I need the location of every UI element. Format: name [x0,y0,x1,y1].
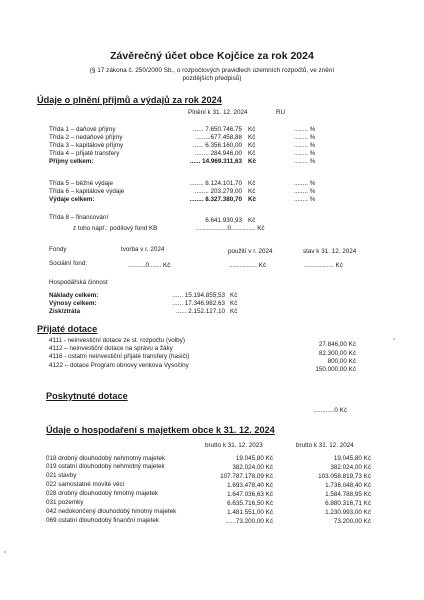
section-heading-majetek: Údaje o hospodaření s majetkem obce k 31. 12. 2024 [46,425,275,435]
hospodarska-row-currency: Kč [230,292,238,299]
plneni-date-label: Plnění k 31. 12. 2024 [188,109,248,116]
majetek-row-label: 031 pozemky [46,499,84,506]
financovani-value: 6.641.930,93 [205,217,242,224]
majetek-row-value-2023: 107.787.178,09 Kč [220,473,273,480]
prijmy-row-value: ...... 6.356.160,00 [192,142,242,149]
majetek-row-value-2024: 1.736.048,40 Kč [325,482,371,489]
majetek-row-label: 042 nedokončený dlouhodobý hmotný majetek [46,508,177,515]
vydaje-row-value: ........ 8.124.101,70 [189,180,242,187]
vydaje-row-percent: ........ % [294,180,316,187]
prijate-row-label: 4111 - neinvestiční dotace ze st. rozpočtu (volby) [49,337,185,344]
prijate-row-value: 27.846,00 Kč [318,341,356,348]
fondy-row-stav: ................. Kč [304,262,343,269]
prijmy-total-currency: Kč [248,158,257,165]
hospodarska-row-value: ...... 2.152.127,10 [175,308,225,315]
fondy-label: Fondy [49,246,67,253]
hospodarska-row-currency: Kč [230,308,238,315]
vydaje-row-currency: Kč [248,188,256,195]
section-heading-prijate-dotace: Přijaté dotace [37,324,98,334]
prijmy-row-currency: Kč [248,142,256,149]
prijate-row-value: 82.300,00 Kč [318,350,356,357]
hospodarska-row-label: Zisk/ztráta [49,308,81,315]
vydaje-row-percent: ........ % [294,188,316,195]
majetek-row-value-2023: ......73.200,00 Kč [225,518,273,525]
prijmy-row-currency: Kč [248,126,256,133]
prijmy-row-percent: ........ % [294,134,316,141]
majetek-row-value-2024: 1.584.788,95 Kč [325,491,371,498]
financovani-sub-label: z toho např.: podílový fond KB [73,225,158,232]
prijate-row-label: 4122 – dotace Program obnovy venkova Vysočiny [49,362,189,369]
prijmy-total-label: Příjmy celkem: [49,158,94,165]
fondy-col-tvorba: tvorba v r. 2024 [121,246,165,253]
majetek-row-value-2024: 73.200,00 Kč [333,518,371,525]
document-title: Závěrečný účet obce Kojčice za rok 2024 [110,50,314,62]
prijmy-row-percent: ........ % [294,142,316,149]
hospodarska-row-label: Náklady celkem: [49,292,99,299]
fondy-col-pouziti: použití v r. 2024 [228,248,273,255]
section-heading-plneni: Údaje o plnění příjmů a výdajů za rok 2024 [37,95,222,105]
document-subtitle-line-1: (§ 17 zákona č. 250/2000 Sb., o rozpočtových pravidlech územních rozpočtů, ve znění [89,67,335,74]
majetek-row-value-2024: 1.230.993,00 Kč [325,509,371,516]
section-heading-poskytnute-dotace: Poskytnuté dotace [46,391,128,401]
vydaje-total-currency: Kč [248,196,257,203]
majetek-row-value-2023: 1.647.036,63 Kč [227,491,273,498]
majetek-row-value-2024: 6.880.316,71 Kč [325,500,371,507]
prijmy-row-label: Třída 4 – přijaté transfery [49,150,120,157]
vydaje-total-percent: ........ % [294,196,316,203]
majetek-row-value-2024: 382.024,00 Kč [330,464,371,471]
scan-speck [4,551,6,553]
fondy-row-pouziti: ................ Kč [229,262,267,269]
vydaje-row-value: ........ 203.279,00 [194,188,242,195]
majetek-row-value-2023: 6.635.716,50 Kč [227,500,273,507]
vydaje-row-label: Třída 5 – běžné výdaje [49,180,114,187]
majetek-row-label: 018 drobný dlouhodobý nehmotný majetek [46,455,166,462]
prijate-row-label: 4112 – neinvestiční dotace na správu a žáky [49,345,173,352]
majetek-col-2024: brutto k 31. 12. 2024 [296,442,354,449]
financovani-sub-value: ..................0.............. Kč [196,225,265,232]
majetek-row-value-2023: 1.693.478,40 Kč [227,482,273,489]
majetek-row-value-2023: 19.045,80 Kč [235,455,273,462]
plneni-unit-label: RU [276,109,286,116]
hospodarska-row-currency: Kč [230,300,238,307]
prijmy-row-value: ........ 284.946,00 [194,150,242,157]
fondy-row-tvorba: ..........0....... Kč [128,262,171,269]
fondy-col-stav: stav k 31. 12. 2024 [303,248,357,255]
hospodarska-row-label: Výnosy celkem: [49,300,97,307]
majetek-row-label: 022 samostatné movité věci [46,481,125,488]
hospodarska-row-value: ...... 15.194.855,53 [172,292,225,299]
prijmy-row-percent: ........ % [294,126,316,133]
majetek-row-value-2024: 19.045,80 Kč [333,455,371,462]
vydaje-total-value: ........ 8.327.380,70 [189,196,242,203]
prijate-row-label: 4116 - ostatní neinvestiční přijaté transfery (hasiči) [49,353,190,360]
prijmy-row-value: ...... 7.650.746,75 [192,126,242,133]
majetek-row-label: 019 ostatní dlouhodobý nehmotný majetek [46,463,165,470]
majetek-row-value-2023: 382.024,00 Kč [232,464,273,471]
prijmy-total-value: ...... 14.969.311,63 [189,158,242,165]
majetek-row-label: 021 stavby [46,472,77,479]
financovani-label: Třída 8 – financování [49,214,109,221]
prijmy-total-percent: ........ % [294,158,316,165]
majetek-row-label: 028 drobný dlouhodobý hmotný majetek [46,490,159,497]
financovani-currency: Kč [248,217,256,224]
prijmy-row-value: ........677.458,88 [196,134,242,141]
prijate-row-value: 800,00 Kč [327,358,356,365]
prijate-row-value: 150.000,00 Kč [315,366,356,373]
vydaje-row-label: Třída 6 – kapitálové výdaje [49,188,125,195]
prijmy-row-percent: ........ % [294,150,316,157]
prijmy-row-currency: Kč [248,134,256,141]
scan-speck [393,338,395,340]
prijmy-row-label: Třída 3 – kapitálové příjmy [49,142,124,149]
vydaje-total-label: Výdaje celkem: [49,196,95,203]
majetek-row-value-2023: 1.481.551,00 Kč [227,509,273,516]
hospodarska-row-value: ...... 17.346.982,63 [172,300,225,307]
prijmy-row-label: Třída 2 – nedaňové příjmy [49,134,123,141]
hospodarska-label: Hospodářská činnost [49,279,108,286]
prijmy-row-label: Třída 1 – daňové příjmy [49,126,116,133]
majetek-row-label: 069 ostatní dlouhodobý finanční majetek [46,517,160,524]
poskytnute-value: ............0 Kč [313,407,347,414]
document-subtitle-line-2: pozdějších předpisů) [182,75,242,82]
fondy-row-label: Sociální fond: [49,260,88,267]
majetek-row-value-2024: 103.058.819,73 Kč [318,473,371,480]
prijmy-row-currency: Kč [248,150,256,157]
majetek-col-2023: brutto k 31. 12. 2023 [205,442,263,449]
vydaje-row-currency: Kč [248,180,256,187]
